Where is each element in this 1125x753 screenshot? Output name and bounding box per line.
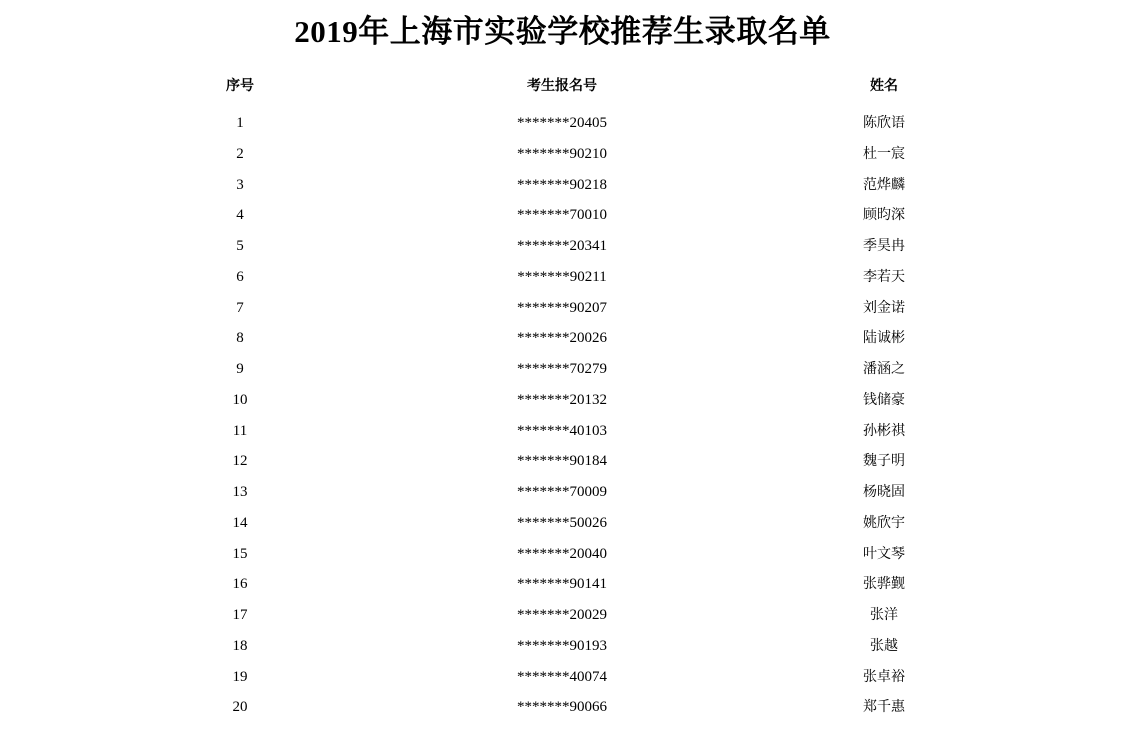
cell-seq: 7 — [236, 299, 244, 316]
cell-seq: 18 — [232, 637, 248, 654]
cell-exam-id: *******40103 — [517, 422, 607, 439]
cell-exam-id: *******20132 — [517, 391, 607, 408]
cell-seq: 13 — [232, 484, 248, 500]
table-row — [0, 416, 1125, 447]
cell-seq: 10 — [232, 391, 248, 408]
header-name: 姓名 — [870, 78, 898, 94]
table-row — [0, 692, 1125, 723]
header-seq: 序号 — [226, 78, 254, 94]
cell-name: 顾昀深 — [863, 207, 905, 224]
cell-seq: 17 — [232, 607, 248, 623]
cell-seq: 14 — [232, 514, 248, 531]
cell-name: 李若天 — [863, 268, 905, 285]
table-header — [0, 76, 1125, 96]
table-row — [0, 139, 1125, 170]
cell-seq: 3 — [236, 176, 244, 193]
cell-name: 范烨麟 — [863, 176, 905, 193]
table-body — [0, 108, 1125, 723]
cell-name: 杨晓固 — [863, 484, 905, 500]
cell-exam-id: *******20029 — [517, 607, 607, 623]
table-row — [0, 569, 1125, 600]
cell-seq: 9 — [236, 361, 244, 377]
cell-name: 张越 — [870, 637, 898, 654]
table-row — [0, 323, 1125, 354]
cell-name: 姚欣宇 — [863, 514, 905, 531]
table-row — [0, 477, 1125, 508]
table-row — [0, 262, 1125, 293]
cell-name: 郑千惠 — [863, 699, 905, 716]
cell-exam-id: *******70009 — [517, 484, 607, 500]
cell-exam-id: *******70279 — [517, 361, 607, 377]
cell-exam-id: *******20341 — [517, 238, 607, 254]
cell-name: 杜一宸 — [863, 145, 905, 162]
table-row — [0, 385, 1125, 416]
cell-seq: 4 — [236, 207, 244, 224]
cell-seq: 20 — [232, 699, 248, 716]
table-row — [0, 293, 1125, 324]
cell-name: 潘涵之 — [863, 361, 905, 377]
cell-seq: 6 — [236, 268, 244, 285]
table-row — [0, 170, 1125, 201]
cell-exam-id: *******20040 — [517, 545, 607, 562]
cell-seq: 1 — [236, 115, 244, 131]
table-row — [0, 200, 1125, 231]
cell-name: 孙彬祺 — [863, 422, 905, 439]
table-row — [0, 231, 1125, 262]
cell-name: 张洋 — [870, 607, 898, 623]
cell-exam-id: *******20405 — [517, 115, 607, 131]
cell-seq: 16 — [232, 576, 248, 593]
cell-seq: 19 — [232, 668, 248, 685]
cell-exam-id: *******50026 — [517, 514, 607, 531]
cell-exam-id: *******90184 — [517, 453, 607, 470]
page-title: 2019年上海市实验学校推荐生录取名单 — [294, 14, 831, 49]
cell-name: 刘金诺 — [863, 299, 905, 316]
cell-name: 张卓裕 — [863, 668, 905, 685]
cell-seq: 2 — [236, 145, 244, 162]
table-row — [0, 508, 1125, 539]
cell-exam-id: *******90066 — [517, 699, 607, 716]
table-row — [0, 446, 1125, 477]
cell-exam-id: *******90218 — [517, 176, 607, 193]
header-exam-id: 考生报名号 — [527, 78, 597, 94]
cell-exam-id: *******20026 — [517, 330, 607, 347]
table-row — [0, 662, 1125, 693]
cell-seq: 15 — [232, 545, 248, 562]
table-row — [0, 600, 1125, 631]
cell-exam-id: *******90193 — [517, 637, 607, 654]
cell-exam-id: *******90207 — [517, 299, 607, 316]
cell-exam-id: *******90210 — [517, 145, 607, 162]
cell-name: 张骅觐 — [863, 576, 905, 593]
cell-name: 陆诚彬 — [863, 330, 905, 347]
cell-name: 陈欣语 — [863, 115, 905, 131]
cell-seq: 5 — [236, 238, 244, 254]
cell-exam-id: *******70010 — [517, 207, 607, 224]
cell-seq: 12 — [232, 453, 248, 470]
cell-name: 季昊冉 — [863, 238, 905, 254]
table-row — [0, 539, 1125, 570]
cell-name: 魏子明 — [863, 453, 905, 470]
cell-exam-id: *******90141 — [517, 576, 607, 593]
cell-exam-id: *******40074 — [517, 668, 607, 685]
cell-name: 钱储豪 — [863, 391, 905, 408]
table-row — [0, 354, 1125, 385]
table-row — [0, 108, 1125, 139]
cell-name: 叶文琴 — [863, 545, 905, 562]
table-row — [0, 631, 1125, 662]
cell-seq: 11 — [232, 422, 248, 439]
cell-exam-id: *******90211 — [517, 268, 607, 285]
cell-seq: 8 — [236, 330, 244, 347]
